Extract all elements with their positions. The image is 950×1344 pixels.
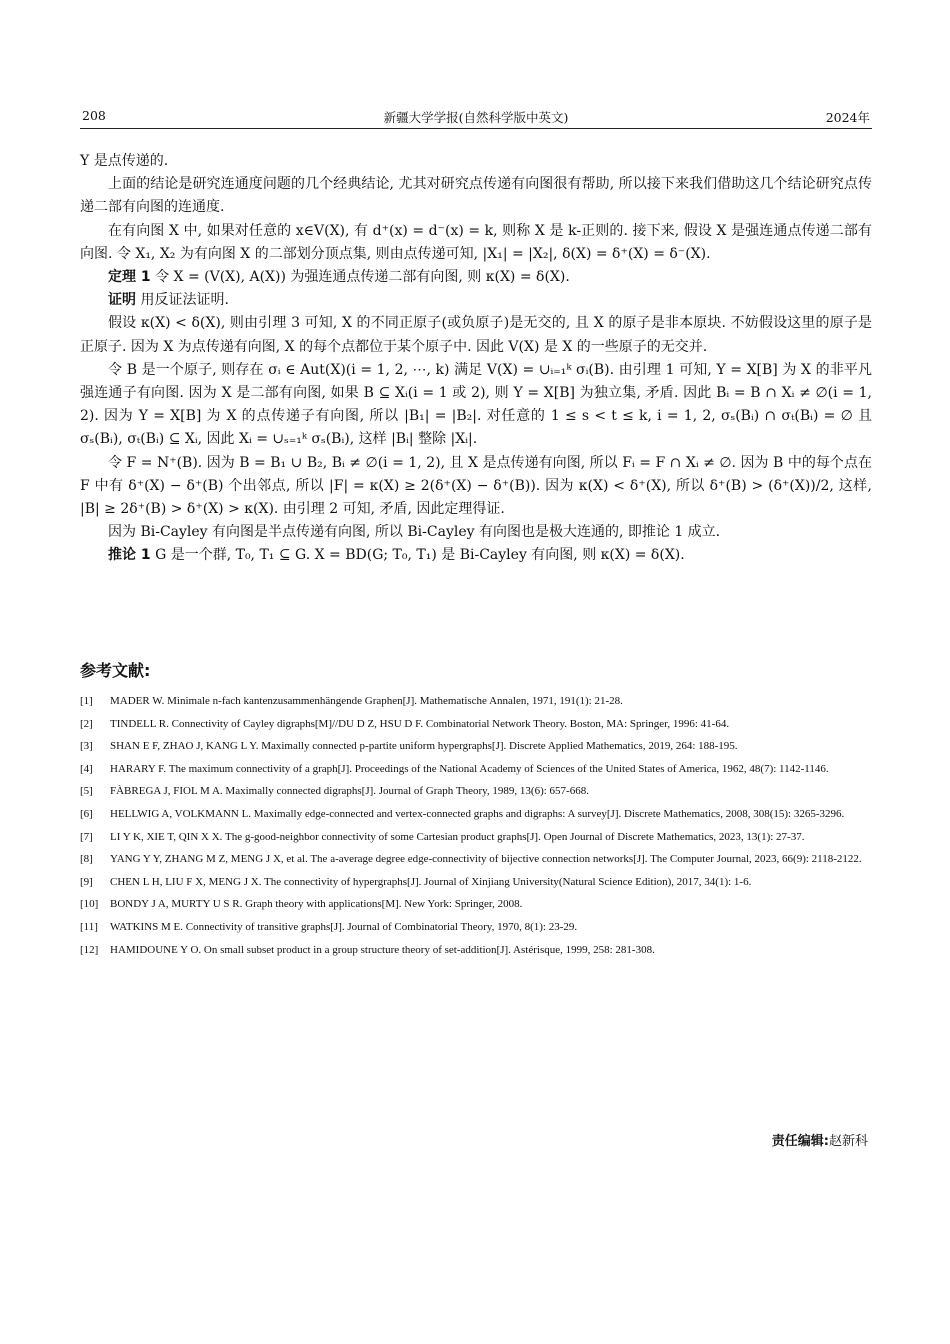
reference-text: HARARY F. The maximum connectivity of a graph[J]. Proceedings of the National Academy of Sciences of the United States of America, 1962, 48(7): 1142-1146. bbox=[110, 762, 829, 775]
corollary-label: 推论 1 bbox=[108, 547, 151, 564]
theorem-1 bbox=[80, 266, 872, 289]
reference-item bbox=[80, 939, 872, 962]
running-header bbox=[80, 108, 872, 129]
theorem-label: 定理 1 bbox=[108, 269, 151, 286]
reference-number: [11] bbox=[80, 920, 98, 933]
reference-text: WATKINS M E. Connectivity of transitive graphs[J]. Journal of Combinatorial Theory, 1970, 8(1): 23-29. bbox=[110, 920, 578, 933]
reference-number: [9] bbox=[80, 875, 93, 888]
corollary-1 bbox=[80, 544, 872, 567]
reference-item bbox=[80, 916, 872, 939]
reference-text: CHEN L H, LIU F X, MENG J X. The connectivity of hypergraphs[J]. Journal of Xinjiang University(Natural Science Edition), 2017, 34(1): 1-6. bbox=[110, 875, 752, 888]
journal-title: 新疆大学学报(自然科学版中英文) bbox=[383, 110, 569, 125]
paragraph-5: 令 B 是一个原子, 则存在 σᵢ ∈ Aut(X)(i = 1, 2, ⋯, k) 满足 V(X) = ∪ᵢ₌₁ᵏ σᵢ(B). 由引理 1 可知, Y = X[B] 为 X 的非平凡强连通子有向图. 因为 X 是二部有向图, 如果 B ⊆ Xᵢ(i = 1 或 2), 则 Y = X[B] 为独立集, 矛盾. 因此 Bᵢ = B ∩ Xᵢ ≠ ∅(i = 1, 2). 因为 Y = X[B] 为 X 的点传递子有向图, 所以 |B₁| = |B₂|. 对任意的 1 ≤ s < t ≤ k, i = 1, 2, σₛ(Bᵢ) ∩ σₜ(Bᵢ) = ∅ 且 σₛ(Bᵢ), σₜ(Bᵢ) ⊆ Xᵢ, 因此 Xᵢ = ∪ₛ₌₁ᵏ σₛ(Bᵢ), 这样 |Bᵢ| 整除 |Xᵢ|. bbox=[80, 361, 872, 448]
proof-label: 证明 bbox=[108, 292, 136, 309]
reference-text: HELLWIG A, VOLKMANN L. Maximally edge-connected and vertex-connected graphs and digraphs: A survey[J]. Discrete Mathematics, 2008, 308(15): 3265-3296. bbox=[110, 807, 845, 820]
reference-number: [2] bbox=[80, 717, 93, 730]
paragraph-3: 在有向图 X 中, 如果对任意的 x∈V(X), 有 d⁺(x) = d⁻(x) = k, 则称 X 是 k-正则的. 接下来, 假设 X 是强连通点传递二部有向图. 令 X₁, X₂ 为有向图 X 的二部划分顶点集, 则由点传递可知, |X₁| = |X₂|, δ(X) = δ⁺(X) = δ⁻(X). bbox=[80, 222, 872, 262]
proof-text: 用反证法证明. bbox=[140, 292, 229, 309]
corollary-text: G 是一个群, T₀, T₁ ⊆ G. X = BD(G; T₀, T₁) 是 Bi-Cayley 有向图, 则 κ(X) = δ(X). bbox=[155, 547, 685, 564]
reference-number: [6] bbox=[80, 807, 93, 820]
reference-item bbox=[80, 893, 872, 916]
paragraph-2: 上面的结论是研究连通度问题的几个经典结论, 尤其对研究点传递有向图很有帮助, 所以接下来我们借助这几个结论研究点传递二部有向图的连通度. bbox=[80, 176, 872, 216]
paragraph-4: 假设 κ(X) < δ(X), 则由引理 3 可知, X 的不同正原子(或负原子)是无交的, 且 X 的原子是非本原块. 不妨假设这里的原子是正原子. 因为 X 为点传递有向图, X 的每个点都位于某个原子中. 因此 V(X) 是 X 的一些原子的无交并. bbox=[80, 315, 872, 355]
theorem-text: 令 X = (V(X), A(X)) 为强连通点传递二部有向图, 则 κ(X) = δ(X). bbox=[155, 269, 570, 286]
reference-number: [5] bbox=[80, 785, 93, 798]
references-title: 参考文献: bbox=[80, 661, 151, 680]
reference-list bbox=[80, 690, 872, 961]
responsible-editor bbox=[772, 1130, 868, 1149]
reference-text: SHAN E F, ZHAO J, KANG L Y. Maximally connected p-partite uniform hypergraphs[J]. Discrete Applied Mathematics, 2019, 264: 188-195. bbox=[110, 740, 738, 753]
reference-item bbox=[80, 713, 872, 736]
reference-number: [3] bbox=[80, 740, 93, 753]
reference-text: FÀBREGA J, FIOL M A. Maximally connected digraphs[J]. Journal of Graph Theory, 1989, 13(6): 657-668. bbox=[110, 785, 589, 798]
editor-name: 赵新科 bbox=[828, 1134, 868, 1149]
reference-item bbox=[80, 848, 872, 871]
reference-number: [1] bbox=[80, 695, 93, 707]
reference-number: [10] bbox=[80, 898, 99, 911]
paragraph-1: Y 是点传递的. bbox=[80, 153, 169, 169]
paragraph-7: 因为 Bi-Cayley 有向图是半点传递有向图, 所以 Bi-Cayley 有向图也是极大连通的, 即推论 1 成立. bbox=[108, 524, 721, 541]
reference-number: [8] bbox=[80, 853, 93, 866]
reference-item bbox=[80, 871, 872, 894]
reference-item bbox=[80, 826, 872, 849]
reference-item bbox=[80, 735, 872, 758]
reference-item bbox=[80, 690, 872, 713]
editor-label: 责任编辑: bbox=[771, 1134, 829, 1149]
reference-item bbox=[80, 803, 872, 826]
reference-text: BONDY J A, MURTY U S R. Graph theory with applications[M]. New York: Springer, 2008. bbox=[110, 898, 523, 911]
reference-text: TINDELL R. Connectivity of Cayley digraphs[M]//DU D Z, HSU D F. Combinatorial Network Theory. Boston, MA: Springer, 1996: 41-64. bbox=[110, 717, 730, 730]
reference-number: [7] bbox=[80, 830, 93, 843]
reference-text: LI Y K, XIE T, QIN X X. The g-good-neighbor connectivity of some Cartesian product graphs[J]. Open Journal of Discrete Mathematics, 2023, 13(1): 27-37. bbox=[110, 830, 805, 843]
paragraph-6: 令 F = N⁺(B). 因为 B = B₁ ∪ B₂, Bᵢ ≠ ∅(i = 1, 2), 且 X 是点传递有向图, 所以 Fᵢ = F ∩ Xᵢ ≠ ∅. 因为 B 中的每个点在 F 中有 δ⁺(X) − δ⁺(B) 个出邻点, 所以 |F| = κ(X) ≥ 2(δ⁺(X) − δ⁺(B)). 因为 κ(X) < δ⁺(X), 所以 δ⁺(B) > (δ⁺(X))/2, 这样, |B| ≥ 2δ⁺(B) > δ⁺(X) > κ(X). 由引理 2 可知, 矛盾, 因此定理得证. bbox=[80, 454, 872, 518]
reference-number: [4] bbox=[80, 762, 93, 775]
reference-item bbox=[80, 758, 872, 781]
reference-text: MADER W. Minimale n-fach kantenzusammenhängende Graphen[J]. Mathematische Annalen, 1971, 191(1): 21-28. bbox=[110, 695, 623, 707]
year: 2024年 bbox=[825, 110, 870, 125]
reference-text: HAMIDOUNE Y O. On small subset product in a group structure theory of set-addition[J]. Astérisque, 1999, 258: 281-308. bbox=[110, 943, 655, 956]
proof bbox=[80, 289, 872, 312]
page-number: 208 bbox=[82, 108, 106, 123]
reference-item bbox=[80, 780, 872, 803]
body-text bbox=[80, 150, 872, 568]
reference-number: [12] bbox=[80, 943, 99, 956]
reference-text: YANG Y Y, ZHANG M Z, MENG J X, et al. The a-average degree edge-connectivity of bijective connection networks[J]. The Computer Journal, 2023, 66(9): 2118-2122. bbox=[110, 853, 862, 866]
